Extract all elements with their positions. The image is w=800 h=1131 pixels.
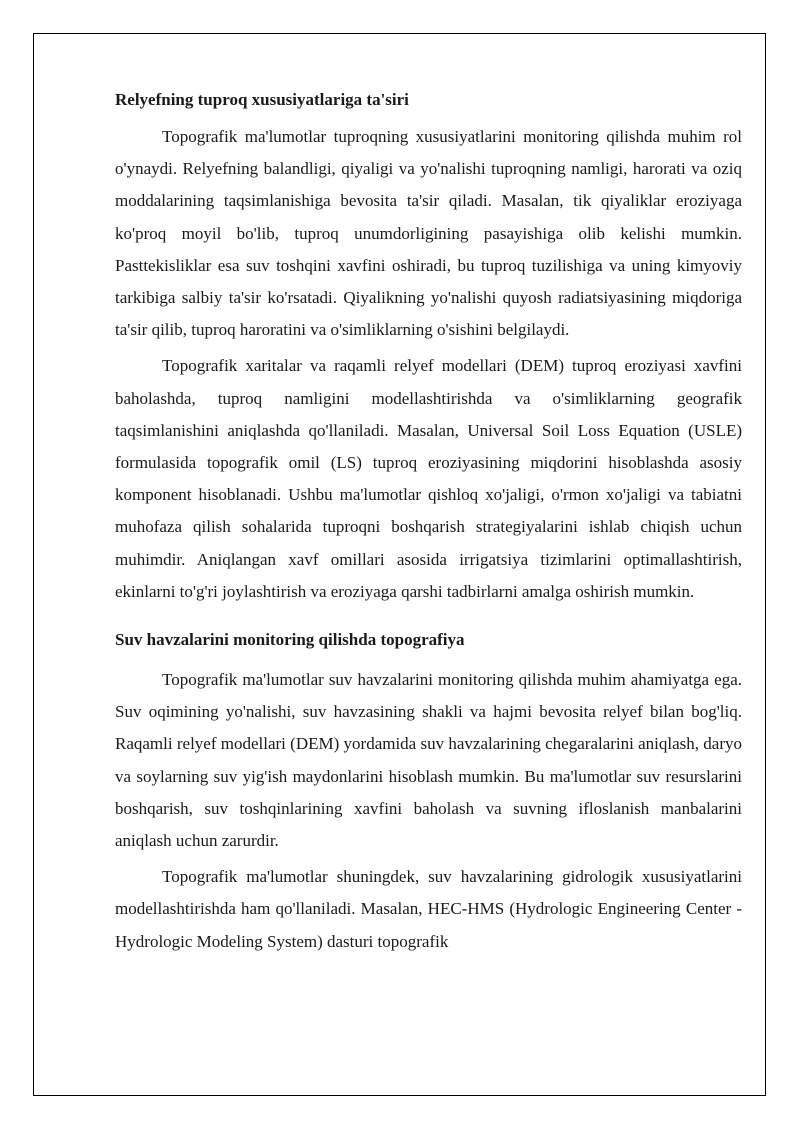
paragraph-watershed-monitoring: Topografik ma'lumotlar suv havzalarini monitoring qilishda muhim ahamiyatga ega. Suv oqimining yo'nalishi, suv havzasining shakli va hajmi bevosita relyef bilan bog'liq. Raqamli relyef modellari (DEM) yordamida suv havzalarining chegaralarini aniqlash, daryo va soylarning suv yig'ish maydonlarini hisoblash mumkin. Bu ma'lumotlar suv resurslarini boshqarish, suv toshqinlarining xavfini baholash va suvning ifloslanish manbalarini aniqlash uchun zarurdir.: [115, 670, 742, 851]
document-body: [115, 86, 742, 958]
paragraph-hydrologic-modeling: Topografik ma'lumotlar shuningdek, suv havzalarining gidrologik xususiyatlarini modellashtirishda ham qo'llaniladi. Masalan, HEC-HMS (Hydrologic Engineering Center - Hydrologic Modeling System) dasturi topografik: [115, 867, 742, 951]
paragraph-dem-erosion: Topografik xaritalar va raqamli relyef modellari (DEM) tuproq eroziyasi xavfini baholashda, tuproq namligini modellashtirishda va o'simliklarning geografik taqsimlanishini aniqlashda qo'llaniladi. Masalan, Universal Soil Loss Equation (USLE) formulasida topografik omil (LS) tuproq eroziyasining miqdorini hisoblashda asosiy komponent hisoblanadi. Ushbu ma'lumotlar qishloq xo'jaligi, o'rmon xo'jaligi va tabiatni muhofaza qilish sohalarida tuproqni boshqarish strategiyalarini ishlab chiqish uchun muhimdir. Aniqlangan xavf omillari asosida irrigatsiya tizimlarini optimallashtirish, ekinlarni to'g'ri joylashtirish va eroziyaga qarshi tadbirlarni amalga oshirish mumkin.: [115, 356, 742, 601]
section-heading-soil: Relyefning tuproq xususiyatlariga ta'siri: [115, 90, 409, 109]
section-heading-watershed: Suv havzalarini monitoring qilishda topografiya: [115, 630, 465, 650]
paragraph-soil-properties: Topografik ma'lumotlar tuproqning xususiyatlarini monitoring qilishda muhim rol o'ynaydi. Relyefning balandligi, qiyaligi va yo'nalishi tuproqning namligi, harorati va oziq moddalarining taqsimlanishiga bevosita ta'sir qiladi. Masalan, tik qiyaliklar eroziyaga ko'proq moyil bo'lib, tuproq unumdorligining pasayishiga olib kelishi mumkin. Pasttekisliklar esa suv toshqini xavfini oshiradi, bu tuproq tuzilishiga va uning kimyoviy tarkibiga salbiy ta'sir ko'rsatadi. Qiyalikning yo'nalishi quyosh radiatsiyasining miqdoriga ta'sir qilib, tuproq haroratini va o'simliklarning o'sishini belgilaydi.: [115, 127, 742, 340]
